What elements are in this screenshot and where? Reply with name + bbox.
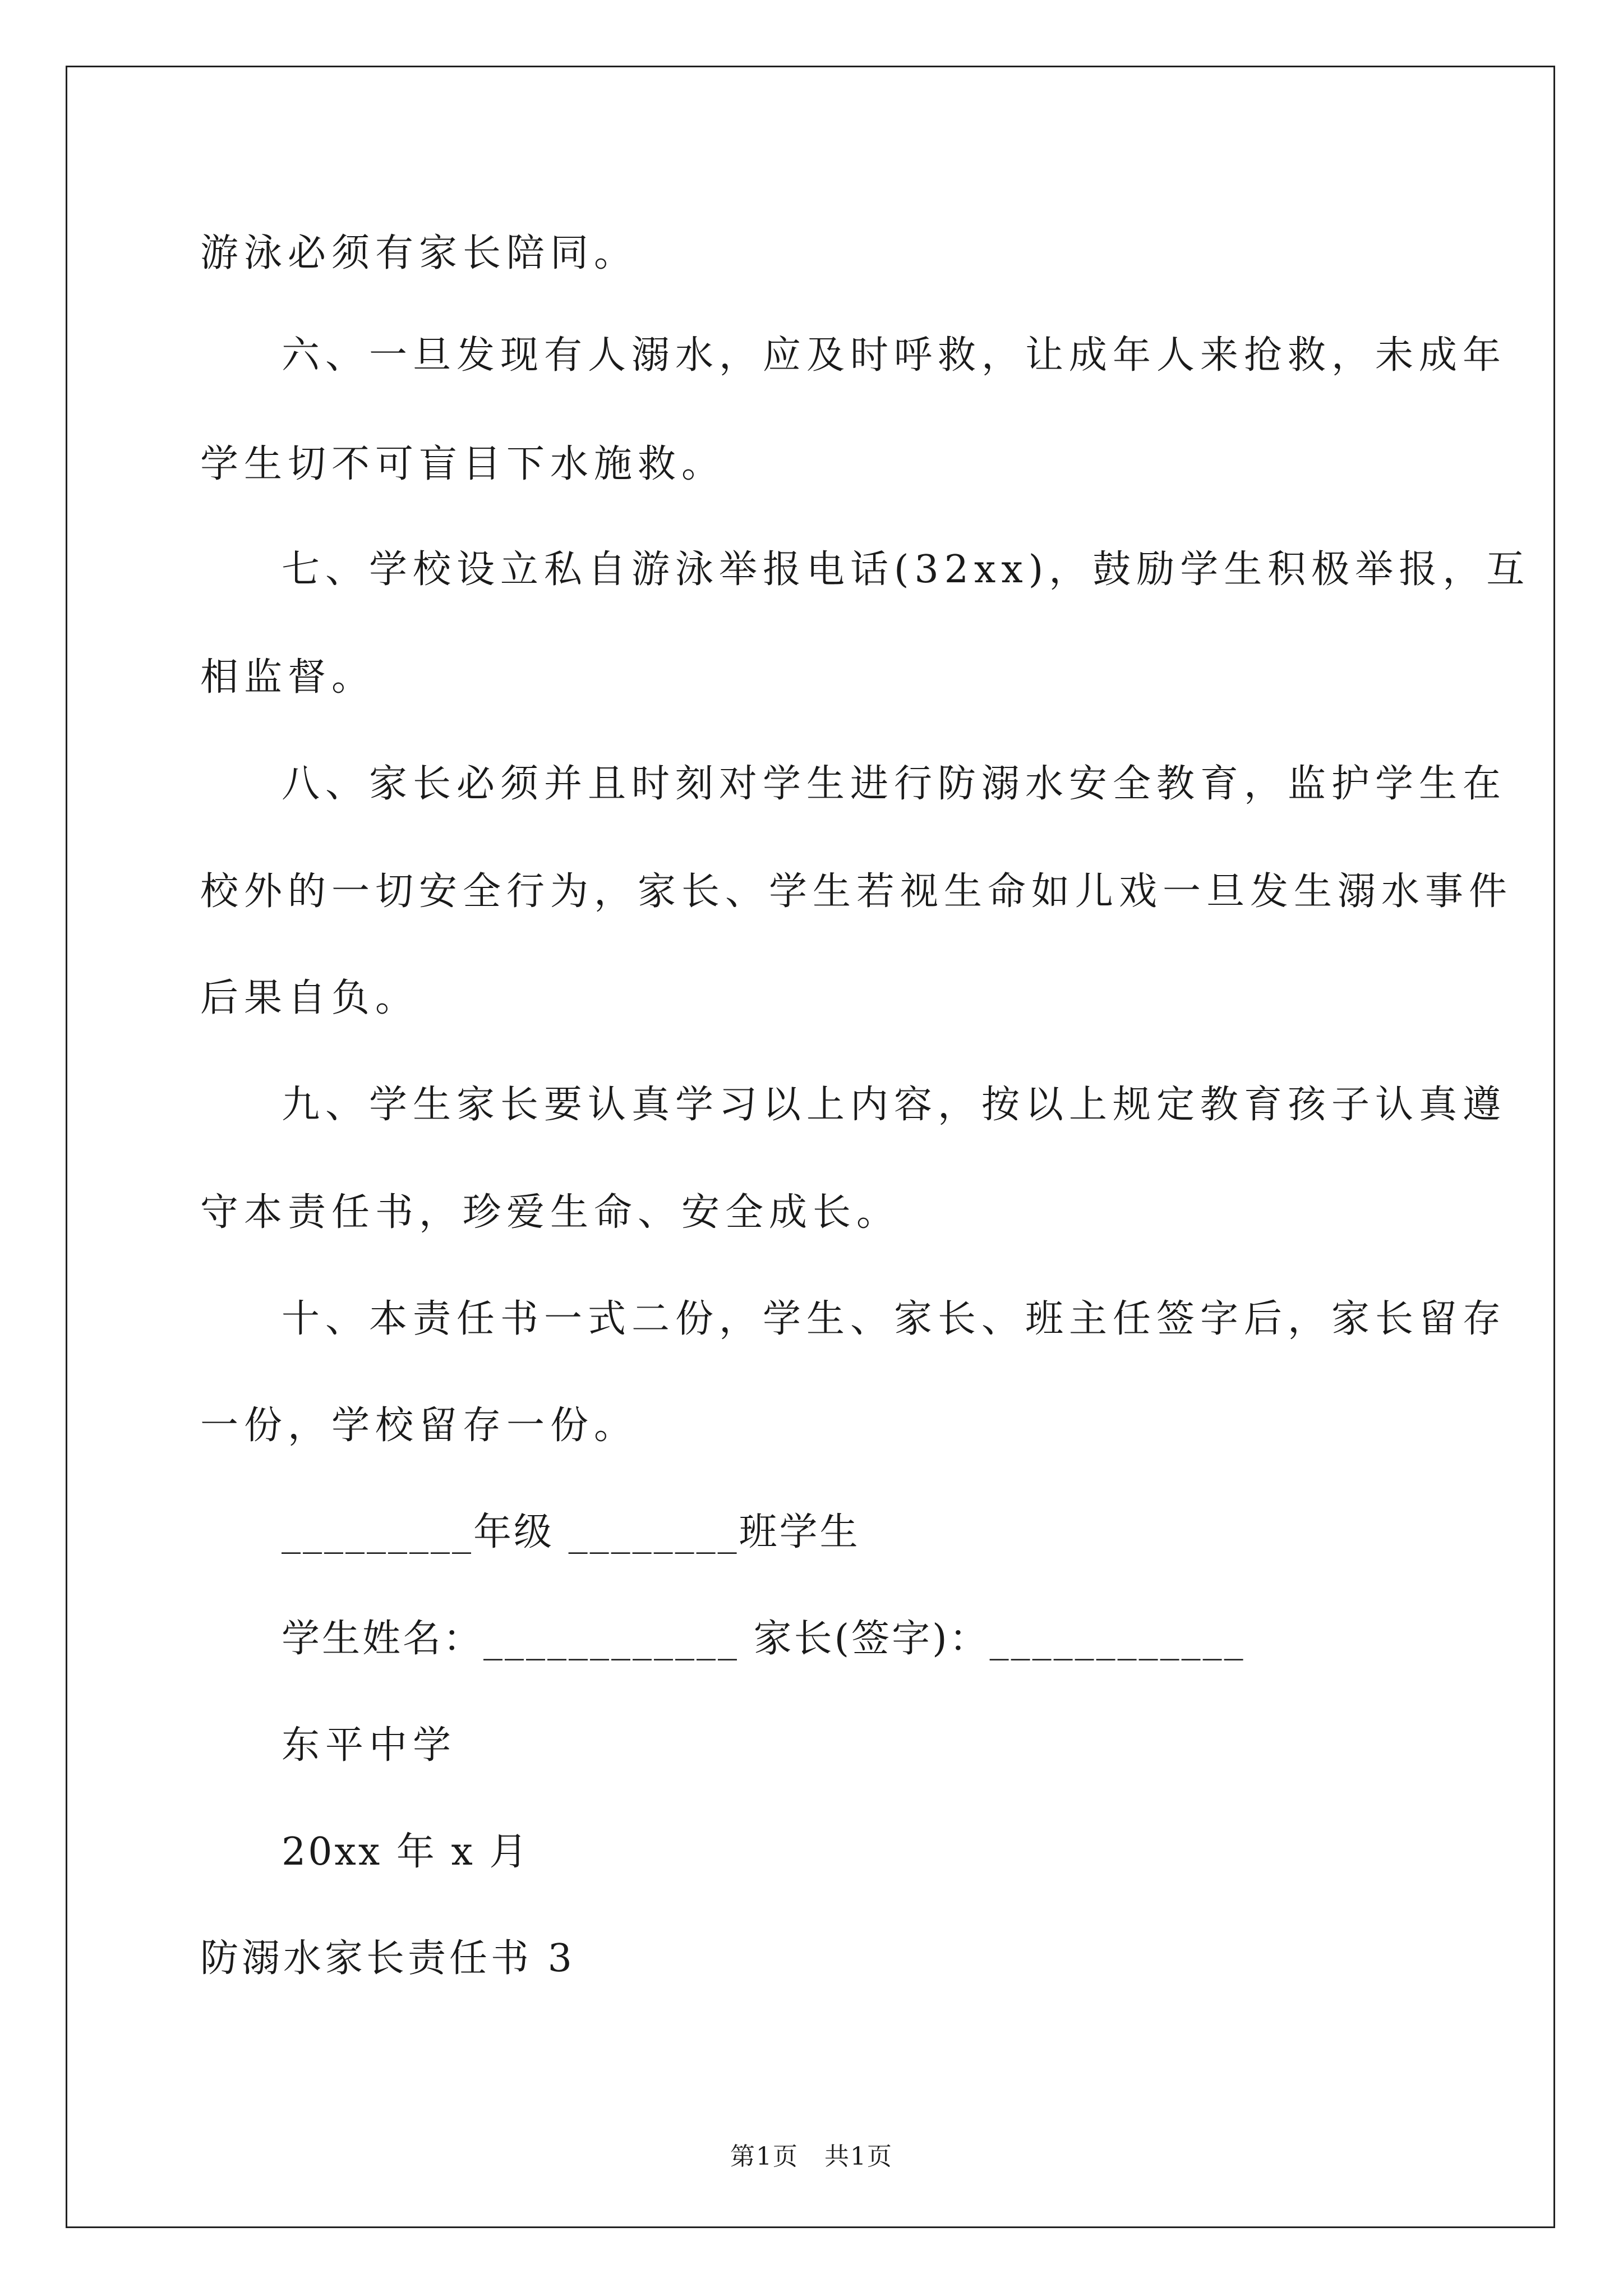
- school-name: 东平中学: [282, 1723, 457, 1768]
- page-footer: 第1页 共1页: [730, 2142, 893, 2171]
- paragraph-line: 八、家长必须并且时刻对学生进行防溺水安全教育，监护学生在: [282, 762, 1507, 806]
- paragraph-line: 九、学生家长要认真学习以上内容，按以上规定教育孩子认真遵: [282, 1083, 1507, 1127]
- paragraph-line: 守本责任书，珍爱生命、安全成长。: [200, 1190, 901, 1235]
- paragraph-line: 游泳必须有家长陪同。: [200, 231, 638, 275]
- paragraph-line: 七、学校设立私自游泳举报电话(32xx)，鼓励学生积极举报，互: [282, 547, 1530, 592]
- paragraph-line: 后果自负。: [200, 976, 419, 1020]
- signature-line: 学生姓名：____________ 家长(签字)：____________: [282, 1617, 1246, 1661]
- paragraph-line: 六、一旦发现有人溺水，应及时呼救，让成年人来抢救，未成年: [282, 333, 1507, 378]
- date-line: 20xx 年 x 月: [282, 1830, 530, 1874]
- paragraph-line: 校外的一切安全行为，家长、学生若视生命如儿戏一旦发生溺水事件: [200, 869, 1513, 914]
- paragraph-line: 十、本责任书一式二份，学生、家长、班主任签字后，家长留存: [282, 1297, 1507, 1341]
- paragraph-line: 一份，学校留存一份。: [200, 1404, 638, 1448]
- page-border: [66, 66, 1555, 2228]
- grade-class-line: _________年级 ________班学生: [282, 1510, 860, 1554]
- next-section-title: 防溺水家长责任书 3: [200, 1936, 575, 1981]
- paragraph-line: 学生切不可盲目下水施救。: [200, 442, 726, 486]
- paragraph-line: 相监督。: [200, 655, 376, 700]
